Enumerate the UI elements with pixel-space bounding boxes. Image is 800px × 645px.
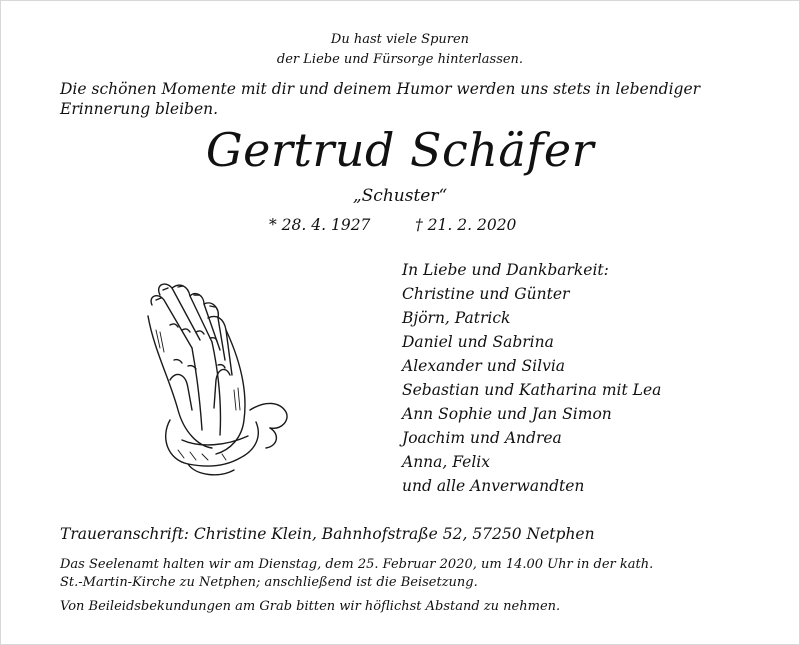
list-item: Björn, Patrick — [402, 309, 511, 327]
death-date: † 21. 2. 2020 — [415, 216, 517, 234]
list-item: Alexander und Silvia — [402, 357, 566, 375]
condolence-note: Von Beileidsbekundungen am Grab bitten wir höflichst Abstand zu nehmen. — [60, 599, 561, 614]
list-item: Sebastian und Katharina mit Lea — [402, 381, 662, 399]
list-item: Joachim und Andrea — [402, 429, 562, 447]
service-line-2: St.-Martin-Kirche zu Netphen; anschließend ist die Beisetzung. — [60, 575, 478, 590]
birth-date: * 28. 4. 1927 — [269, 216, 371, 234]
verse-line-1: Du hast viele Spuren — [330, 32, 470, 47]
mourners-list — [402, 282, 661, 498]
praying-hands-icon — [130, 270, 305, 480]
funeral-address: Traueranschrift: Christine Klein, Bahnhofstraße 52, 57250 Netphen — [60, 525, 595, 543]
list-item: Anna, Felix — [402, 453, 490, 471]
service-line-1: Das Seelenamt halten wir am Dienstag, dem 25. Februar 2020, um 14.00 Uhr in der kath. — [60, 557, 654, 572]
list-item: Christine und Günter — [402, 285, 570, 303]
list-item: und alle Anverwandten — [402, 477, 585, 495]
mourners-heading: In Liebe und Dankbarkeit: — [402, 261, 609, 279]
intro-line-1: Die schönen Momente mit dir und deinem Humor werden uns stets in lebendiger — [60, 80, 701, 98]
intro-line-2: Erinnerung bleiben. — [60, 100, 219, 118]
verse-line-2: der Liebe und Fürsorge hinterlassen. — [276, 52, 524, 67]
deceased-name: Gertrud Schäfer — [205, 123, 595, 177]
deceased-nickname: „Schuster“ — [352, 186, 448, 206]
list-item: Daniel und Sabrina — [402, 333, 554, 351]
list-item: Ann Sophie und Jan Simon — [402, 405, 612, 423]
